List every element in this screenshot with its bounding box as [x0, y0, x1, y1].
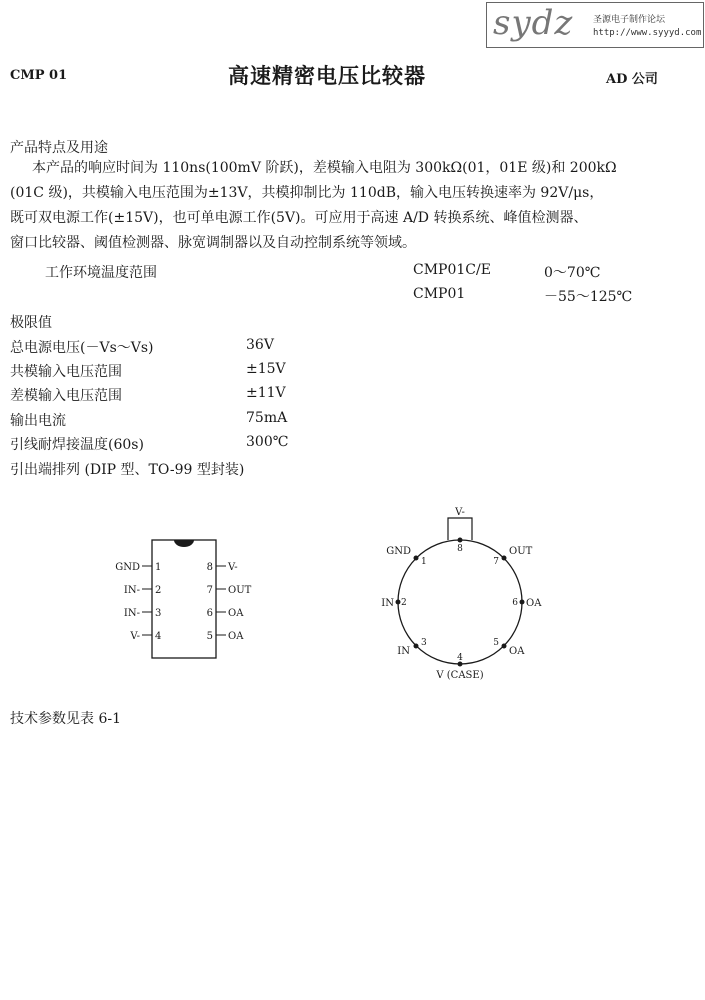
to99-pin-name: OUT — [509, 546, 533, 557]
temp-range: －55～125℃ — [544, 289, 633, 305]
watermark-text: 圣源电子制作论坛 — [593, 15, 666, 25]
features-heading: 产品特点及用途 — [10, 140, 108, 156]
pinout-heading: 引出端排列 (DIP 型、TO-99 型封装) — [10, 462, 245, 478]
dip-pin-name: V- — [228, 562, 238, 573]
to99-pin-name: OA — [509, 646, 525, 657]
features-line: 窗口比较器、阈值检测器、脉宽调制器以及自动控制系统等领域。 — [10, 235, 416, 251]
dip-notch — [174, 540, 194, 547]
to99-tab — [448, 518, 472, 540]
dip-pin-number: 6 — [206, 608, 213, 619]
watermark-stamp — [486, 2, 704, 48]
limits-heading: 极限值 — [10, 315, 52, 331]
limit-label: 共模输入电压范围 — [10, 364, 122, 380]
dip-pin-name: IN- — [123, 585, 140, 596]
to99-pin-number: 2 — [401, 598, 407, 608]
dip-pin-number: 8 — [206, 562, 213, 573]
to99-pinout-diagram — [360, 500, 560, 690]
to99-top-label: V- — [455, 507, 465, 518]
dip-pin-name: IN- — [123, 608, 140, 619]
temp-model: CMP01 — [413, 286, 466, 302]
temp-label: 工作环境温度范围 — [45, 265, 157, 281]
dip-pin-name: OUT — [228, 585, 252, 596]
to99-pin-number: 5 — [493, 638, 499, 648]
dip-pin-number: 2 — [155, 585, 162, 596]
dip-pin-number: 7 — [206, 585, 213, 596]
limit-value: ±15V — [246, 361, 286, 377]
page-title: 高速精密电压比较器 — [228, 63, 426, 88]
limit-value: ±11V — [246, 385, 286, 401]
limit-label: 引线耐焊接温度(60s) — [10, 437, 144, 453]
features-line: (01C 级)，共模输入电压范围为±13V，共模抑制比为 110dB，输入电压转换速率为 92V/μs， — [10, 185, 604, 201]
to99-pin-number: 3 — [421, 638, 427, 648]
to99-pin-dot — [396, 600, 401, 605]
dip-pin-name: V- — [130, 631, 140, 642]
to99-pin-dot — [458, 538, 463, 543]
limit-label: 输出电流 — [10, 413, 66, 429]
to99-pin-name: V (CASE) — [436, 670, 484, 681]
features-line: 本产品的响应时间为 110ns(100mV 阶跃)，差模输入电阻为 300kΩ(01，01E 级)和 200kΩ — [32, 160, 617, 176]
model-number: CMP 01 — [10, 68, 68, 83]
limit-value: 300℃ — [246, 434, 289, 450]
to99-pin-number: 4 — [457, 653, 463, 663]
to99-pin-name: OA — [526, 598, 542, 609]
to99-pin-dot — [502, 556, 507, 561]
temp-model: CMP01C/E — [413, 262, 491, 278]
dip-pin-number: 3 — [155, 608, 162, 619]
table-reference-note: 技术参数见表 6-1 — [10, 711, 121, 727]
dip-pin-number: 5 — [206, 631, 213, 642]
limit-value: 75mA — [246, 410, 288, 426]
limit-value: 36V — [246, 337, 274, 353]
to99-pin-dot — [520, 600, 525, 605]
dip-pin-number: 1 — [155, 562, 162, 573]
dip-pin-name: OA — [228, 631, 244, 642]
watermark-url: http://www.syyyd.com — [593, 28, 702, 38]
to99-pin-name: GND — [386, 546, 411, 557]
to99-pin-name: IN — [397, 646, 410, 657]
to99-pin-number: 8 — [457, 544, 463, 554]
to99-pin-name: IN — [381, 598, 394, 609]
features-line: 既可双电源工作(±15V)，也可单电源工作(5V)。可应用于高速 A/D 转换系统、峰值检测器、 — [10, 210, 588, 226]
to99-pin-dot — [414, 644, 419, 649]
temp-range: 0～70℃ — [544, 265, 601, 281]
limit-label: 差模输入电压范围 — [10, 388, 122, 404]
features-paragraph — [10, 156, 670, 256]
to99-pin-dot — [414, 556, 419, 561]
to99-pin-number: 1 — [421, 557, 427, 567]
to99-pin-dot — [502, 644, 507, 649]
company-name: AD 公司 — [606, 72, 658, 87]
limit-label: 总电源电压(－Vs～Vs) — [10, 340, 154, 356]
to99-pin-number: 7 — [493, 557, 499, 567]
dip-pin-number: 4 — [155, 631, 162, 642]
dip-pin-name: GND — [115, 562, 140, 573]
to99-pin-number: 6 — [512, 598, 518, 608]
dip-pin-name: OA — [228, 608, 244, 619]
watermark-logo: sydz — [493, 3, 574, 43]
dip-pinout-diagram — [100, 530, 280, 670]
